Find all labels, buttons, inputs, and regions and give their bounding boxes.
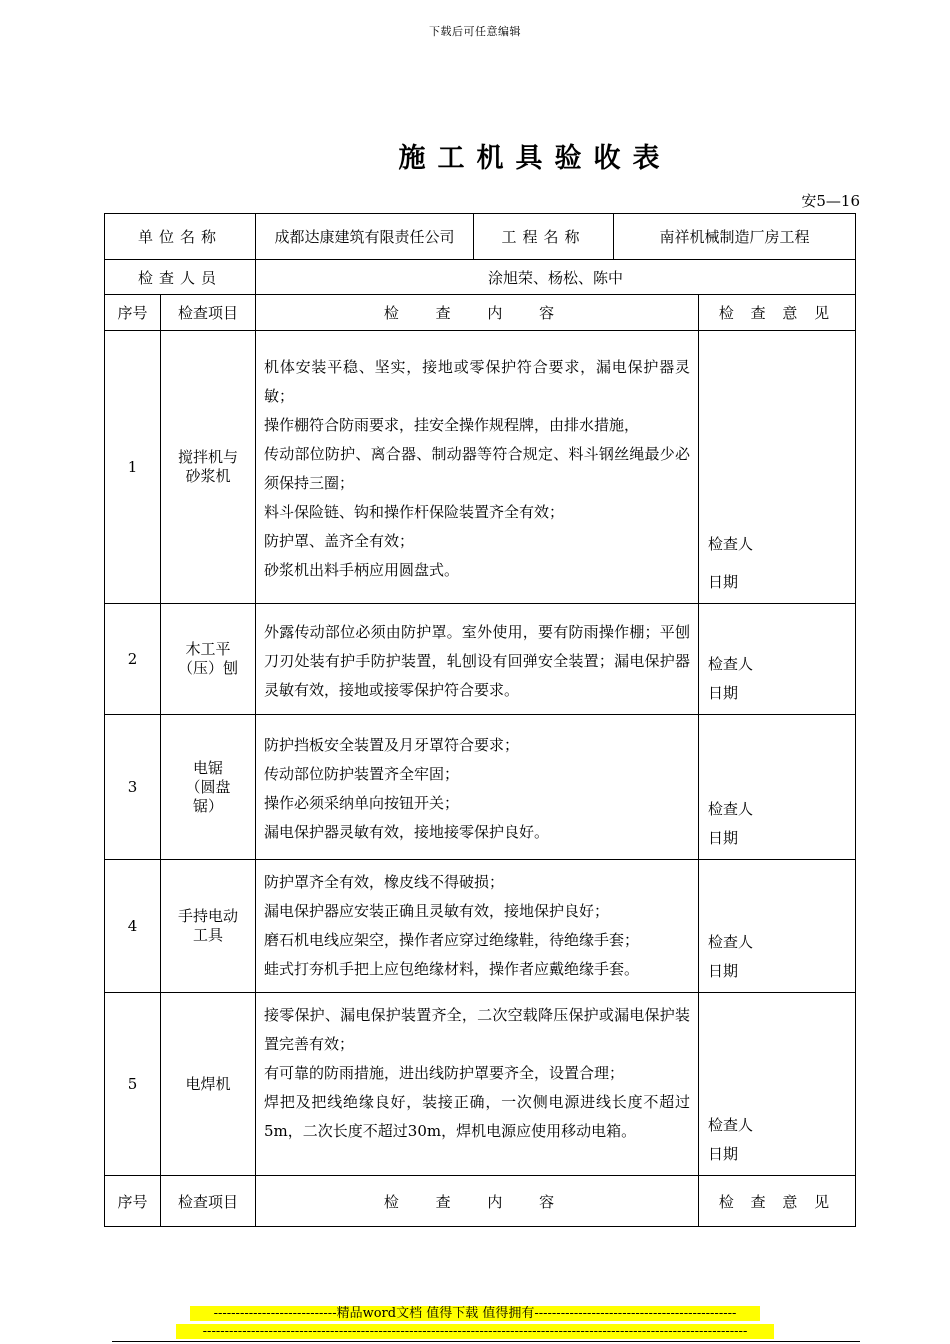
content-line: 磨石机电线应架空，操作者应穿过绝缘鞋，待绝缘手套；: [264, 931, 640, 949]
row-opinion: [699, 715, 856, 860]
table-row: [105, 604, 856, 715]
content-line: 蛙式打夯机手把上应包绝缘材料，操作者应戴绝缘手套。: [264, 960, 640, 978]
row-item: 手持电动工具: [161, 860, 256, 993]
bottom-rule: [112, 1341, 860, 1342]
row-item: 搅拌机与砂浆机: [161, 331, 256, 604]
content-line: 焊把及把线绝缘良好，装接正确，一次侧电源进线长度不超过5m，二次长度不超过30m，焊机电源应使用移动电箱。: [264, 1093, 691, 1140]
column-header-row: [105, 295, 856, 331]
unit-row: [105, 214, 856, 260]
row-opinion: [699, 604, 856, 715]
row-opinion: [699, 860, 856, 993]
content-line: 料斗保险链、钩和操作杆保险装置齐全有效；: [264, 503, 565, 521]
inspector-row: [105, 260, 856, 295]
inspector-signature-label: 检查人: [708, 655, 754, 673]
document-title: 施工机具验收表: [398, 143, 672, 174]
content-line: 防护挡板安全装置及月牙罩符合要求；: [264, 736, 520, 754]
inspector-signature-label: 检查人: [708, 535, 754, 553]
table-row: [105, 860, 856, 993]
footer-line-2: ----------------------------------------------------------------------------------------------------------------------------: [176, 1324, 774, 1339]
content-line: 漏电保护器应安装正确且灵敏有效，接地保护良好；: [264, 902, 610, 920]
col-item-footer: 检查项目: [161, 1176, 256, 1227]
row-opinion: [699, 993, 856, 1176]
date-label: 日期: [708, 962, 739, 980]
inspection-form-table: [104, 213, 856, 1227]
col-content-header: 检 查 内 容: [256, 295, 699, 331]
content-line: 传动部位防护装置齐全牢固；: [264, 765, 460, 783]
col-opinion-footer: 检 查 意 见: [699, 1176, 856, 1227]
row-number: 3: [105, 715, 161, 860]
content-line: 有可靠的防雨措施，进出线防护罩要齐全，设置合理；: [264, 1064, 625, 1082]
row-item: 电锯（圆盘锯）: [161, 715, 256, 860]
unit-value: 成都达康建筑有限责任公司: [256, 214, 474, 260]
row-item: 电焊机: [161, 993, 256, 1176]
content-line: 外露传动部位必须由防护罩。室外使用，要有防雨操作棚；平刨刀刃处装有护手防护装置，轧刨设有回弹安全装置；漏电保护器灵敏有效，接地或接零保护符合要求。: [264, 623, 691, 699]
inspector-signature-label: 检查人: [708, 1116, 754, 1134]
footer-line-1: ----------------------------精品word文档 值得下载 值得拥有----------------------------------------------: [190, 1306, 760, 1321]
date-label: 日期: [708, 684, 739, 702]
inspector-label: 检查人员: [105, 260, 256, 295]
row-number: 5: [105, 993, 161, 1176]
row-number: 2: [105, 604, 161, 715]
col-opinion-header: 检 查 意 见: [699, 295, 856, 331]
col-no-footer: 序号: [105, 1176, 161, 1227]
form-code: 安5—16: [801, 192, 860, 210]
content-line: 传动部位防护、离合器、制动器等符合规定、料斗钢丝绳最少必须保持三圈；: [264, 445, 691, 492]
date-label: 日期: [708, 1145, 739, 1163]
inspector-value: 涂旭荣、杨松、陈中: [256, 260, 856, 295]
column-footer-row: [105, 1176, 856, 1227]
row-opinion: [699, 331, 856, 604]
header-note: 下载后可任意编辑: [429, 25, 521, 38]
row-content: [256, 715, 699, 860]
unit-label: 单位名称: [105, 214, 256, 260]
row-content: [256, 331, 699, 604]
inspector-signature-label: 检查人: [708, 800, 754, 818]
col-item-header: 检查项目: [161, 295, 256, 331]
col-no-header: 序号: [105, 295, 161, 331]
date-label: 日期: [708, 829, 739, 847]
content-line: 机体安装平稳、坚实，接地或零保护符合要求，漏电保护器灵敏；: [264, 358, 691, 405]
project-value: 南祥机械制造厂房工程: [614, 214, 856, 260]
row-item: 木工平（压）刨: [161, 604, 256, 715]
content-line: 接零保护、漏电保护装置齐全，二次空载降压保护或漏电保护装置完善有效；: [264, 1006, 691, 1053]
row-content: [256, 993, 699, 1176]
content-line: 操作必须采纳单向按钮开关；: [264, 794, 460, 812]
date-label: 日期: [708, 573, 739, 591]
content-line: 砂浆机出料手柄应用圆盘式。: [264, 561, 460, 579]
table-row: [105, 331, 856, 604]
content-line: 漏电保护器灵敏有效，接地接零保护良好。: [264, 823, 550, 841]
footer-banner: [0, 1306, 950, 1325]
table-row: [105, 715, 856, 860]
row-number: 4: [105, 860, 161, 993]
project-label: 工程名称: [474, 214, 614, 260]
content-line: 防护罩齐全有效，橡皮线不得破损；: [264, 873, 505, 891]
row-content: [256, 860, 699, 993]
content-line: 操作棚符合防雨要求，挂安全操作规程牌，由排水措施，: [264, 416, 640, 434]
inspector-signature-label: 检查人: [708, 933, 754, 951]
table-row: [105, 993, 856, 1176]
col-content-footer: 检 查 内 容: [256, 1176, 699, 1227]
content-line: 防护罩、盖齐全有效；: [264, 532, 415, 550]
row-number: 1: [105, 331, 161, 604]
row-content: [256, 604, 699, 715]
